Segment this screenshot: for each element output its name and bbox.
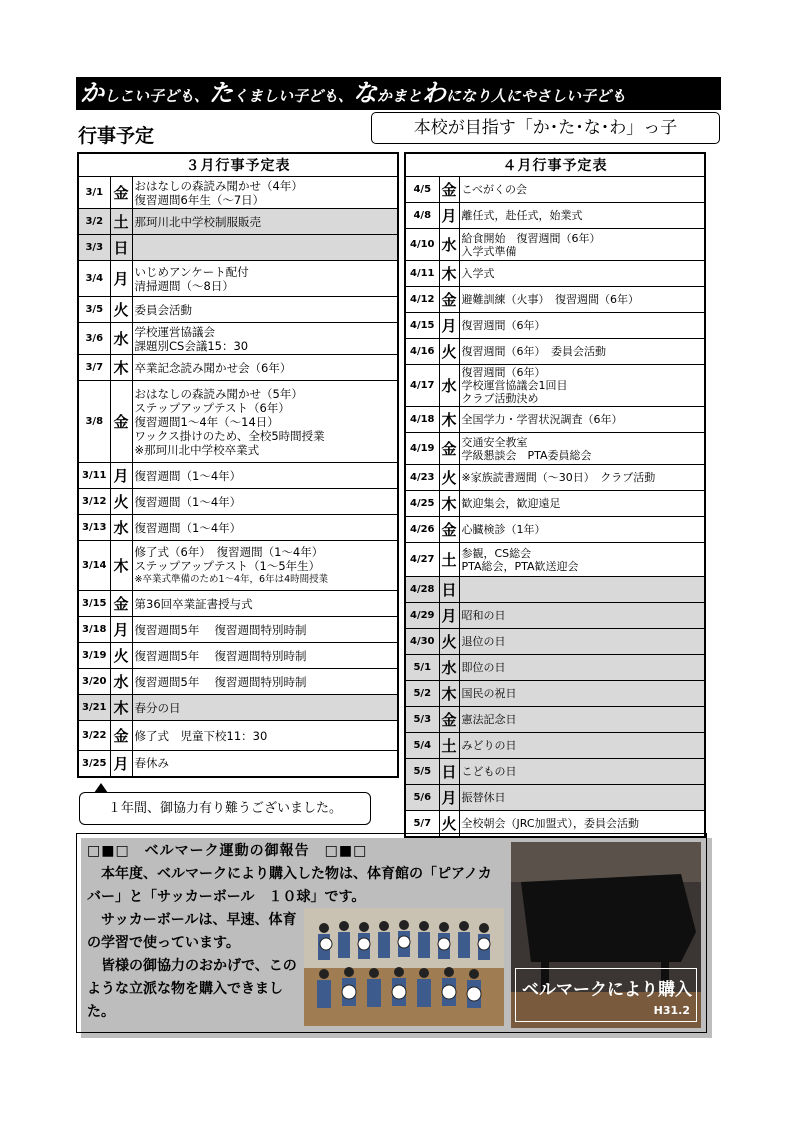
schedule-event-line: 即位の日 (461, 661, 506, 674)
schedule-weekday: 月 (439, 603, 459, 629)
schedule-event-line: 春休み (134, 756, 169, 771)
schedule-events (132, 381, 398, 463)
schedule-event-line: ステップアップテスト（6年） (134, 400, 290, 415)
schedule-event-line: 心臓検診（1年） (461, 523, 546, 536)
schedule-event-line: 参観，CS総会 (461, 546, 532, 560)
schedule-row (405, 543, 705, 577)
school-goal-box: 本校が目指す「か･た･な･わ」っ子 (371, 112, 720, 144)
schedule-events (459, 707, 705, 733)
schedule-event-line: 全校朝会（JRC加盟式），委員会活動 (461, 816, 640, 830)
schedule-date: 5/5 (405, 759, 439, 785)
schedule-event-line: PTA総会，PTA歓送迎会 (461, 559, 579, 573)
schedule-events (132, 235, 398, 261)
schedule-date: 5/6 (405, 785, 439, 811)
schedule-event-line: 歓迎集会，歓迎遠足 (461, 497, 561, 510)
schedule-row (78, 355, 398, 381)
bellmark-paragraph-1: 本年度、ベルマークにより購入した物は、体育館の「ピアノカバー」と「サッカーボール １０球」です。 (87, 866, 492, 905)
schedule-events (459, 229, 705, 261)
schedule-event-line: 課題別CS会議15：30 (134, 338, 249, 353)
schedule-date: 4/29 (405, 603, 439, 629)
schedule-weekday: 木 (110, 695, 132, 721)
schedule-date: 4/28 (405, 577, 439, 603)
schedule-date: 4/16 (405, 339, 439, 365)
schedule-row (405, 517, 705, 543)
schedule-row (405, 261, 705, 287)
april-schedule-table (404, 152, 706, 838)
photo-caption-text: ベルマークにより購入 (522, 980, 692, 1000)
schedule-events (132, 355, 398, 381)
schedule-row (405, 733, 705, 759)
schedule-event-line: 復習週間（6年） 委員会活動 (461, 345, 606, 358)
schedule-row (78, 489, 398, 515)
schedule-events (132, 515, 398, 541)
schedule-weekday: 月 (110, 751, 132, 777)
schedule-row (78, 751, 398, 777)
schedule-events (459, 733, 705, 759)
banner-text-7: になり人にやさしい子ども (446, 87, 627, 105)
schedule-events (132, 695, 398, 721)
schedule-event-line: おはなしの森読み聞かせ（5年） (134, 386, 303, 401)
schedule-event-line: 復習週間6年生（～7日） (134, 192, 265, 207)
schedule-row (78, 591, 398, 617)
schedule-events (132, 591, 398, 617)
schedule-weekday: 火 (439, 811, 459, 837)
schedule-weekday: 金 (110, 381, 132, 463)
schedule-date: 3/4 (78, 261, 110, 297)
schedule-date: 3/8 (78, 381, 110, 463)
schedule-event-line: 学校運営協議会1回目 (461, 379, 568, 392)
schedule-row (405, 577, 705, 603)
schedule-row (78, 297, 398, 323)
schedule-event-line: 春分の日 (134, 700, 181, 715)
schedule-event-line: 委員会活動 (134, 302, 192, 317)
schedule-row (405, 229, 705, 261)
schedule-date: 3/2 (78, 209, 110, 235)
schedule-date: 4/18 (405, 407, 439, 433)
piano-cover-photo (511, 842, 701, 1028)
schedule-weekday: 木 (110, 541, 132, 591)
schedule-events (132, 323, 398, 355)
schedule-events (132, 463, 398, 489)
schedule-row (78, 643, 398, 669)
schedule-events (459, 287, 705, 313)
schedule-date: 4/25 (405, 491, 439, 517)
schedule-event-line: 学級懇談会 PTA委員総会 (461, 448, 592, 462)
banner-text-5: かまと (377, 87, 423, 105)
schedule-event-line: 復習週間5年 復習週間特別時制 (134, 648, 307, 663)
schedule-event-line: 第36回卒業証書授与式 (134, 596, 253, 611)
bellmark-paragraph-3: 皆様の御協力のおかげで、このような立派な物を購入できました。 (87, 958, 297, 1020)
schedule-row (405, 203, 705, 229)
schedule-event-line: 復習週間1～4年（～14日） (134, 414, 279, 429)
schedule-weekday: 金 (110, 177, 132, 209)
schedule-row (78, 617, 398, 643)
schedule-event-line: みどりの日 (461, 739, 517, 752)
march-schedule-table (77, 152, 399, 778)
schedule-event-line: ※那珂川北中学校卒業式 (134, 442, 260, 457)
schedule-event-line: 入学式準備 (461, 244, 517, 258)
schedule-event-line: こべがくの会 (461, 183, 528, 196)
banner-text-6: わ (422, 79, 447, 107)
schedule-events (459, 543, 705, 577)
schedule-weekday: 金 (110, 591, 132, 617)
schedule-event-line: 振替休日 (461, 791, 506, 804)
schedule-row (405, 603, 705, 629)
bellmark-report (76, 833, 707, 1033)
schedule-row (405, 287, 705, 313)
schedule-events (132, 617, 398, 643)
schedule-row (405, 655, 705, 681)
schedule-weekday: 月 (439, 313, 459, 339)
schedule-event-line: 憲法記念日 (461, 713, 517, 726)
schedule-event-line: 清掃週間（～8日） (134, 278, 234, 293)
schedule-event-line: 退位の日 (461, 635, 506, 648)
schedule-event-line: ステップアップテスト（1～5年生） (134, 558, 321, 573)
schedule-events (459, 517, 705, 543)
schedule-event-line: 修了式 児童下校11：30 (134, 728, 268, 743)
schedule-date: 5/3 (405, 707, 439, 733)
banner-text-3: くましい子ども、 (233, 87, 354, 105)
schedule-weekday: 木 (439, 491, 459, 517)
schedule-events (132, 751, 398, 777)
schedule-date: 4/8 (405, 203, 439, 229)
schedule-weekday: 水 (439, 365, 459, 407)
schedule-events (459, 313, 705, 339)
photo-caption-date: H31.2 (653, 1004, 690, 1017)
schedule-row (78, 209, 398, 235)
schedule-event-line: ※家族読書週間（～30日） クラブ活動 (461, 471, 656, 484)
bellmark-paragraph-2: サッカーボールは、早速、体育の学習で使っています。 (87, 912, 297, 951)
schedule-row (405, 785, 705, 811)
schedule-row (405, 433, 705, 465)
schedule-weekday: 火 (110, 297, 132, 323)
schedule-row (405, 707, 705, 733)
schedule-event-line: 復習週間5年 復習週間特別時制 (134, 622, 307, 637)
schedule-events (132, 643, 398, 669)
schedule-row (78, 177, 398, 209)
schedule-weekday: 月 (439, 785, 459, 811)
schedule-event-line: 復習週間（1～4年） (134, 494, 242, 509)
schedule-date: 5/2 (405, 681, 439, 707)
schedule-row (78, 323, 398, 355)
schedule-events (132, 297, 398, 323)
bellmark-heading: □■□ ベルマーク運動の御報告 □■□ (87, 843, 368, 859)
schedule-date: 3/11 (78, 463, 110, 489)
schedule-weekday: 火 (439, 465, 459, 491)
schedule-weekday: 月 (439, 203, 459, 229)
schedule-weekday: 木 (110, 355, 132, 381)
schedule-events (459, 785, 705, 811)
schedule-weekday: 木 (439, 681, 459, 707)
schedule-row (405, 339, 705, 365)
schedule-row (78, 235, 398, 261)
schedule-row (405, 491, 705, 517)
schedule-event-line: いじめアンケート配付 (134, 264, 249, 279)
march-table-heading: ３月行事予定表 (78, 153, 398, 177)
schedule-weekday: 金 (110, 721, 132, 751)
schedule-event-line: 入学式 (461, 267, 495, 280)
schedule-events (132, 541, 398, 591)
schedule-weekday: 水 (439, 229, 459, 261)
schedule-event-line: 昭和の日 (461, 609, 506, 622)
schedule-date: 3/19 (78, 643, 110, 669)
banner-text-2: た (209, 79, 234, 107)
schedule-date: 3/14 (78, 541, 110, 591)
schedule-weekday: 金 (439, 287, 459, 313)
schedule-events (459, 577, 705, 603)
schedule-date: 3/1 (78, 177, 110, 209)
schedule-date: 5/7 (405, 811, 439, 837)
schedule-date: 3/12 (78, 489, 110, 515)
schedule-event-line: 復習週間（1～4年） (134, 468, 242, 483)
schedule-events (459, 491, 705, 517)
schedule-weekday: 火 (439, 339, 459, 365)
schedule-weekday: 木 (439, 261, 459, 287)
april-table-heading: ４月行事予定表 (405, 153, 705, 177)
schedule-row (78, 515, 398, 541)
schedule-weekday: 日 (110, 235, 132, 261)
schedule-weekday: 月 (110, 463, 132, 489)
schedule-date: 3/20 (78, 669, 110, 695)
schedule-event-line: 復習週間（1～4年） (134, 520, 242, 535)
schedule-events (459, 261, 705, 287)
schedule-date: 4/5 (405, 177, 439, 203)
schedule-events (459, 681, 705, 707)
schedule-weekday: 金 (439, 433, 459, 465)
schedule-event-line: 復習週間（6年） (461, 319, 546, 332)
schedule-row (405, 629, 705, 655)
schedule-event-line: 国民の祝日 (461, 687, 517, 700)
schedule-row (405, 313, 705, 339)
schedule-events (459, 465, 705, 491)
schedule-event-line: 避難訓練（火事） 復習週間（6年） (461, 293, 639, 306)
schedule-weekday: 金 (439, 517, 459, 543)
schedule-date: 3/21 (78, 695, 110, 721)
schedule-date: 3/22 (78, 721, 110, 751)
schedule-weekday: 水 (439, 655, 459, 681)
schedule-row (405, 681, 705, 707)
schedule-weekday: 火 (110, 489, 132, 515)
schedule-date: 3/6 (78, 323, 110, 355)
schedule-events (459, 365, 705, 407)
schedule-weekday: 月 (110, 261, 132, 297)
schedule-events (132, 261, 398, 297)
schedule-row (78, 261, 398, 297)
schedule-event-line: 那珂川北中学校制服販売 (134, 214, 261, 229)
schedule-events (132, 177, 398, 209)
schedule-event-line: こどもの日 (461, 765, 517, 778)
students-with-soccer-balls-photo (304, 908, 504, 1026)
schedule-date: 3/5 (78, 297, 110, 323)
schedule-date: 3/15 (78, 591, 110, 617)
schedule-date: 4/23 (405, 465, 439, 491)
schedule-events (459, 655, 705, 681)
schedule-events (459, 759, 705, 785)
schedule-weekday: 土 (439, 733, 459, 759)
schedule-weekday: 火 (110, 643, 132, 669)
schedule-row (405, 407, 705, 433)
schedule-events (459, 203, 705, 229)
schedule-weekday: 水 (110, 669, 132, 695)
schedule-date: 4/19 (405, 433, 439, 465)
schedule-row (78, 669, 398, 695)
schedule-date: 4/27 (405, 543, 439, 577)
schedule-event-line: おはなしの森読み聞かせ（4年） (134, 178, 303, 193)
photo-caption (515, 968, 697, 1022)
schedule-event-line: 学校運営協議会 (134, 324, 215, 339)
schedule-events (459, 629, 705, 655)
schedule-row (78, 695, 398, 721)
thanks-callout: １年間、御協力有り難うございました。 (79, 792, 371, 825)
schedule-date: 4/17 (405, 365, 439, 407)
schedule-events (132, 209, 398, 235)
schedule-weekday: 土 (439, 543, 459, 577)
schedule-row (78, 541, 398, 591)
schedule-event-line: 卒業記念読み聞かせ会（6年） (134, 360, 292, 375)
schedule-row (78, 381, 398, 463)
schedule-event-line: 離任式，赴任式，始業式 (461, 209, 583, 222)
schedule-events (132, 721, 398, 751)
schedule-weekday: 月 (110, 617, 132, 643)
school-motto-banner (76, 77, 721, 110)
schedule-date: 3/25 (78, 751, 110, 777)
schedule-weekday: 日 (439, 759, 459, 785)
banner-text-1: しこい子ども、 (104, 87, 210, 105)
schedule-event-line: 給食開始 復習週間（6年） (461, 231, 601, 245)
schedule-event-line: 修了式（6年） 復習週間（1～4年） (134, 544, 324, 559)
schedule-date: 4/11 (405, 261, 439, 287)
schedule-row (405, 177, 705, 203)
schedule-row (405, 759, 705, 785)
schedule-row (78, 463, 398, 489)
schedule-date: 3/3 (78, 235, 110, 261)
schedule-date: 5/4 (405, 733, 439, 759)
page-title: 行事予定 (78, 125, 155, 147)
schedule-date: 4/10 (405, 229, 439, 261)
schedule-events (459, 603, 705, 629)
schedule-weekday: 火 (439, 629, 459, 655)
schedule-date: 4/26 (405, 517, 439, 543)
schedule-event-line: ※卒業式準備のため1～4年，6年は4時間授業 (134, 573, 329, 585)
schedule-weekday: 金 (439, 707, 459, 733)
schedule-events (132, 669, 398, 695)
schedule-row (405, 465, 705, 491)
banner-text-0: か (80, 79, 104, 107)
schedule-date: 4/30 (405, 629, 439, 655)
schedule-date: 3/13 (78, 515, 110, 541)
schedule-date: 3/18 (78, 617, 110, 643)
schedule-event-line: ワックス掛けのため、全校5時間授業 (134, 428, 325, 443)
schedule-weekday: 水 (110, 323, 132, 355)
banner-text-4: な (353, 79, 378, 107)
schedule-date: 4/15 (405, 313, 439, 339)
schedule-row (405, 365, 705, 407)
schedule-events (132, 489, 398, 515)
schedule-event-line: 全国学力・学習状況調査（6年） (461, 413, 623, 426)
schedule-row (78, 721, 398, 751)
schedule-event-line: 復習週間（6年） (461, 366, 546, 379)
schedule-date: 3/7 (78, 355, 110, 381)
schedule-weekday: 水 (110, 515, 132, 541)
schedule-weekday: 木 (439, 407, 459, 433)
schedule-events (459, 433, 705, 465)
schedule-event-line: 復習週間5年 復習週間特別時制 (134, 674, 307, 689)
schedule-events (459, 407, 705, 433)
schedule-weekday: 土 (110, 209, 132, 235)
schedule-events (459, 339, 705, 365)
schedule-date: 4/12 (405, 287, 439, 313)
schedule-event-line: 交通安全教室 (461, 435, 528, 449)
schedule-weekday: 日 (439, 577, 459, 603)
schedule-event-line: クラブ活動決め (461, 392, 539, 405)
schedule-date: 5/1 (405, 655, 439, 681)
schedule-events (459, 177, 705, 203)
schedule-weekday: 金 (439, 177, 459, 203)
